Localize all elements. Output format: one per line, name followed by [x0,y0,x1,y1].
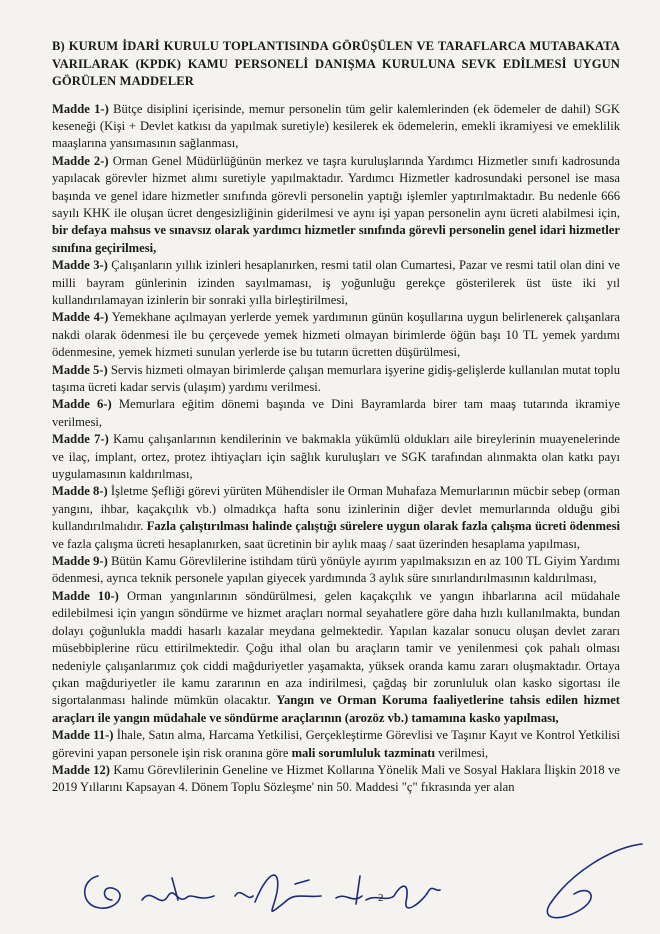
article-paragraph [52,762,620,797]
section-heading: B) KURUM İDARİ KURULU TOPLANTISINDA GÖRÜŞÜLEN VE TARAFLARCA MUTABAKATA VARILARAK (KPDK) KAMU PERSONELİ DANIŞMA KURULUNA SEVK EDİLMESİ UYGUN GÖRÜLEN MADDELER [52,39,620,88]
article-label: Madde 12) [52,762,110,777]
article-paragraph [52,483,620,553]
article-label: Madde 5-) [52,362,108,377]
article-label: Madde 7-) [52,432,109,447]
page-number: 2 [378,892,384,904]
article-label: Madde 2-) [52,153,109,168]
article-paragraph [52,727,620,762]
article-text: Kamu Görevlilerinin Geneline ve Hizmet Kollarına Yönelik Mali ve Sosyal Haklara İlişkin 2018 ve 2019 Yıllarını Kapsayan 4. Dönem Toplu Sözleşme' nin 50. Maddesi "ç" fıkrasında yer alan [52,762,620,795]
article-paragraph [52,431,620,483]
article-text: verilmesi, [435,745,489,760]
article-label: Madde 11-) [52,728,114,743]
article-paragraph [52,553,620,588]
article-text: Bütün Kamu Görevlilerine istihdam türü yönüyle ayırım yapılmaksızın en az 100 TL Giyim Yardımı ödenmesi, ayrıca teknik personele yapılan giyecek yardımında 3 aylık süre sınırlandırılmasının kaldırılması, [52,554,620,586]
article-text: İşletme Şefliği görevi yürüten Mühendisler ile Orman Muhafaza Memurlarının mücbir sebep (orman yangını, ihbar, kaçakçılık vb.) olmadıkça hafta sonu izinlerinin diğer devlet memurlarında olduğu gibi kullandırılmalıdır. [52,484,620,534]
article-text-bold: Yangın ve Orman Koruma faaliyetlerine tahsis edilen hizmet araçları ile yangın müdahale ve söndürme araçlarının (arozöz vb.) tamamına kasko yapılması, [52,693,620,725]
article-paragraph [52,362,620,397]
signature-strip [60,858,640,934]
signature-3 [225,862,335,922]
article-label: Madde 6-) [52,397,112,412]
signature-2 [138,866,218,916]
article-text: Çalışanların yıllık izinleri hesaplanırken, resmi tatil olan Cumartesi, Pazar ve resmi tatil olan dini ve milli bayram günlerinin izinden sayılmaması, iş yoğunluğu gerekçe gösterilerek üst üste iki yıl kullandırılamayan izinlerin bir sonraki yılla birleştirilmesi, [52,258,620,307]
article-paragraph [52,101,620,153]
article-label: Madde 4-) [52,310,109,325]
article-text-bold: Fazla çalıştırılması halinde çalıştığı sürelere uygun olarak fazla çalışma ücreti ödenmesi [146,519,620,534]
article-paragraph [52,588,620,727]
article-paragraph [52,309,620,361]
article-paragraph [52,257,620,309]
signature-5 [530,834,650,930]
article-text: Kamu çalışanlarının kendilerinin ve bakmakla yükümlü oldukları aile bireylerinin muayenelerinde ve ilaç, implant, ortez, protez ihtiyaçları için sağlık kuruluşları ve SGK tarafından alınmakta olan katkı payı uygulamasının kaldırılması, [52,432,620,482]
article-label: Madde 8-) [52,484,108,499]
signature-4 [332,862,452,922]
article-text: ve fazla çalışma ücreti hesaplanırken, saat ücretinin bir aylık maaş / saat üzerinden hesaplama yapılması, [52,536,581,551]
article-paragraph [52,396,620,431]
article-text: Orman yangınlarının söndürülmesi, gelen kaçakçılık ve yangın ihbarlarına acil müdahale edilebilmesi için yangın söndürme ve hizmet araçları normal seyahatlere göre daha hızlı kullanılmakta, bundan dolayı çoğunlukla maddi hasarlı kazalar meydana gelmektedir. Yapılan kazalar sonucu oluşan devlet zararı müsebbiplerine rücu ettirilmektedir. Çoğu ithal olan bu araçların tamir ve yenilenmesi çok pahalı olması nedeniyle çalışanlarımız çok ciddi mağduriyetler yaşamakta, yüksek oranda kamu zararı oluşmaktadır. Ortaya çıkan mağduriyetler ile kamu zararının en aza indirilmesi, çağdaş bir zorunluluk olan kasko sigortası ile sigortalanması halinde mümkün olacaktır. [52,588,620,708]
articles-list [52,101,620,797]
article-text: Orman Genel Müdürlüğünün merkez ve taşra kuruluşlarında Yardımcı Hizmetler sınıfı kadrosunda yapılacak görevler hizmet alımı suretiyle yapılmaktadır. Yardımcı Hizmetler kadrosundaki personel ise masa başında ve genel idare hizmetler sınıfında görevli personelin yaptığı işlemler yaptırılmaktadır. Bu nedenle 666 sayılı KHK ile oluşan ücret dengesizliğinin giderilmesi ve aynı işi yapan personelin aynı ücreti alabilmesi için, [52,153,620,220]
article-text-bold: bir defaya mahsus ve sınavsız olarak yardımcı hizmetler sınıfında görevli personelin genel idari hizmetler sınıfına geçirilmesi, [52,223,620,255]
article-text: Yemekhane açılmayan yerlerde yemek yardımının günün koşullarına uygun belirlenerek çalışanlara nakdi olarak ödenmesi ile bu çerçevede yemek hizmeti olmayan birimlerde öğün başı 10 TL yemek yardımı ödenmesine, yemek hizmeti sunulan yerlerde ise bu tutarın ücretten düşürülmesi, [52,310,620,360]
article-paragraph [52,153,620,257]
signature-1 [78,866,138,916]
article-text: Memurlara eğitim dönemi başında ve Dini Bayramlarda birer tam maaş tutarında ikramiye verilmesi, [52,397,620,429]
article-label: Madde 1-) [52,101,109,116]
article-label: Madde 10-) [52,588,119,603]
article-label: Madde 3-) [52,258,108,273]
article-text: Bütçe disiplini içerisinde, memur personelin tüm gelir kalemlerinden (ek ödemeler de dahil) SGK keseneği (Kişi + Devlet katkısı da yapılmak suretiyle) kesilerek ek ödemelerin, emekli ikramiyesi ve emeklilik maaşlarına yansımasının sağlanması, [52,101,620,151]
article-label: Madde 9-) [52,554,108,569]
article-text-bold: mali sorumluluk tazminatı [291,745,436,760]
article-text: Servis hizmeti olmayan birimlerde çalışan memurlara işyerine gidiş-gelişlerde kullanılan mutat toplu taşıma ücreti kadar servis (ulaşım) yardımı verilmesi. [52,362,620,394]
article-text: İhale, Satın alma, Harcama Yetkilisi, Gerçekleştirme Görevlisi ve Taşınır Kayıt ve Kontrol Yetkilisi görevini yapan personele işin risk oranına göre [52,728,620,760]
